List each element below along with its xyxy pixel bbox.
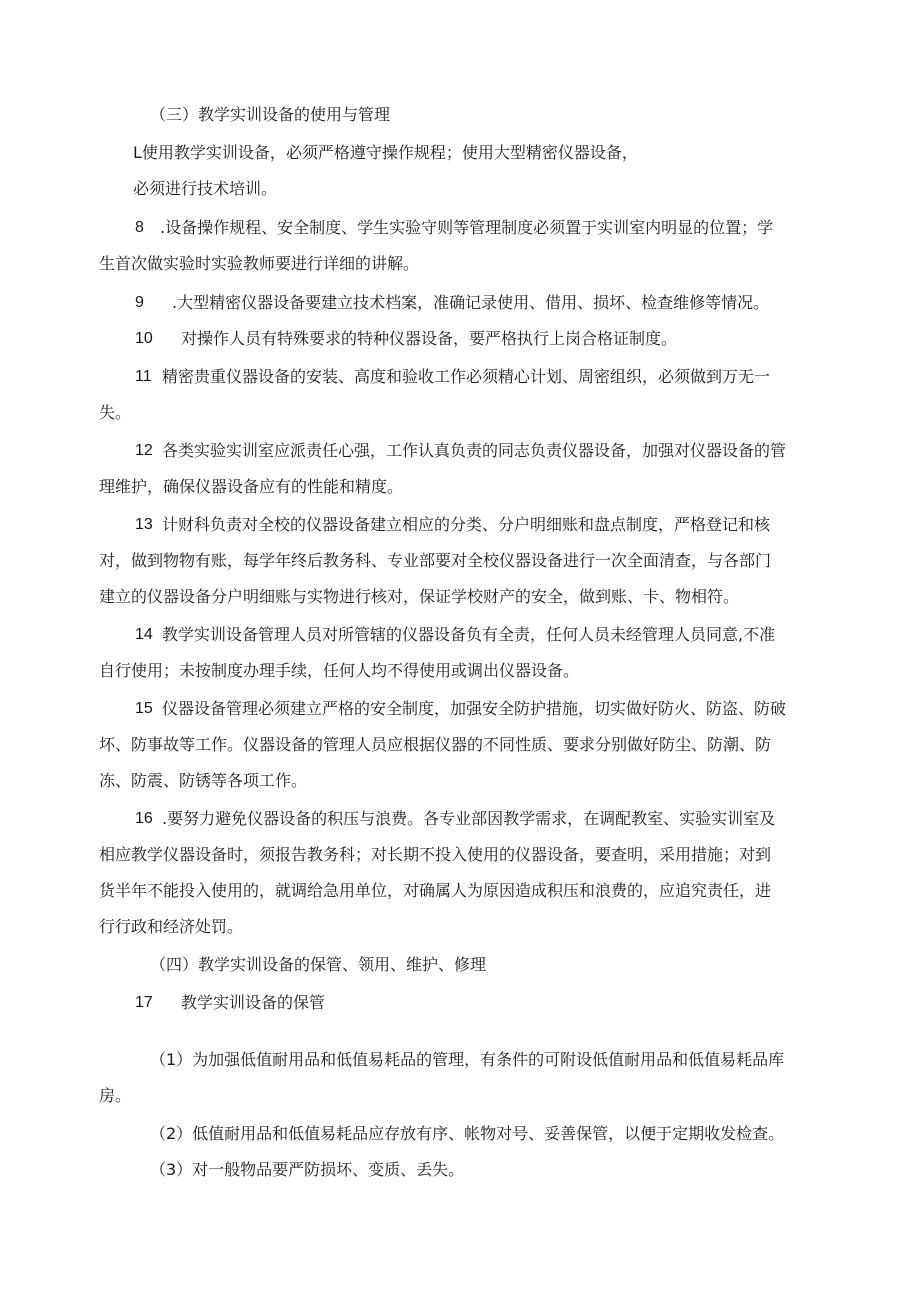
item-14-line-2: 自行使用；未按制度办理手续，任何人均不得使用或调出仪器设备。 xyxy=(99,661,580,680)
item-11-line-2: 失。 xyxy=(99,403,132,422)
sub-item-2-line-1: （2）低值耐用品和低值易耗品应存放有序、帐物对号、妥善保管，以便于定期收发检查。 xyxy=(150,1124,785,1143)
sub-item-1-line-2: 房。 xyxy=(99,1086,132,1105)
section-4-title: （四）教学实训设备的保管、领用、维护、修理 xyxy=(150,955,487,974)
item-13-number: 13 xyxy=(135,516,153,533)
item-8-number: 8 xyxy=(135,219,144,236)
item-13-line-3: 建立的仪器设备分户明细账与实物进行核对，保证学校财产的安全，做到账、卡、物相符。 xyxy=(99,587,740,606)
item-12-number: 12 xyxy=(135,442,153,459)
item-15-number: 15 xyxy=(135,700,153,717)
item-13-line-2: 对，做到物物有账，每学年终后教务科、专业部要对全校仪器设备进行一次全面清查，与各部门 xyxy=(99,551,772,570)
section-3-title: （三）教学实训设备的使用与管理 xyxy=(150,105,391,124)
item-16-line-2: 相应教学仪器设备时，须报告教务科；对长期不投入使用的仪器设备，要查明，采用措施；对到 xyxy=(99,845,772,864)
item-16-number: 16 xyxy=(135,810,153,827)
item-17-line-1: 教学实训设备的保管 xyxy=(181,993,326,1012)
item-9-line-1: .大型精密仪器设备要建立技术档案，准确记录使用、借用、损坏、检查维修等情况。 xyxy=(172,293,770,312)
item-17-number: 17 xyxy=(135,994,153,1011)
item-1-line-1: L使用教学实训设备，必须严格遵守操作规程；使用大型精密仪器设备， xyxy=(133,143,638,162)
item-16-line-3: 货半年不能投入使用的，就调给急用单位，对确属人为原因造成积压和浪费的，应追究责任，进 xyxy=(99,881,772,900)
sub-item-3-line-1: （3）对一般物品要严防损坏、变质、丢失。 xyxy=(150,1160,465,1179)
item-14-line-1: 教学实训设备管理人员对所管辖的仪器设备负有全责，任何人员未经管理人员同意,不准 xyxy=(162,625,776,644)
item-1-line-2: 必须进行技术培训。 xyxy=(133,179,278,198)
item-15-line-3: 冻、防震、防锈等各项工作。 xyxy=(99,771,308,790)
item-15-line-2: 坏、防事故等工作。仪器设备的管理人员应根据仪器的不同性质、要求分别做好防尘、防潮、防 xyxy=(99,735,772,754)
item-12-line-2: 理维护，确保仪器设备应有的性能和精度。 xyxy=(99,477,404,496)
item-12-line-1: 各类实验实训室应派责任心强，工作认真负责的同志负责仪器设备，加强对仪器设备的管 xyxy=(162,441,787,460)
sub-item-1-line-1: （1）为加强低值耐用品和低值易耗品的管理，有条件的可附设低值耐用品和低值易耗品库 xyxy=(150,1050,785,1069)
item-9-number: 9 xyxy=(135,294,144,311)
item-13-line-1: 计财科负责对全校的仪器设备建立相应的分类、分户明细账和盘点制度，严格登记和核 xyxy=(162,515,771,534)
item-15-line-1: 仪器设备管理必须建立严格的安全制度，加强安全防护措施，切实做好防火、防盗、防破 xyxy=(162,699,787,718)
item-10-line-1: 对操作人员有特殊要求的特种仪器设备，要严格执行上岗合格证制度。 xyxy=(181,329,678,348)
item-11-line-1: 精密贵重仪器设备的安装、高度和验收工作必须精心计划、周密组织，必须做到万无一 xyxy=(162,367,771,386)
item-16-line-4: 行行政和经济处罚。 xyxy=(99,917,244,936)
item-16-line-1: .要努力避免仪器设备的积压与浪费。各专业部因教学需求，在调配教室、实验实训室及 xyxy=(162,809,776,828)
item-14-number: 14 xyxy=(135,626,153,643)
item-8-line-2: 生首次做实验时实验教师要进行详细的讲解。 xyxy=(99,254,420,273)
item-10-number: 10 xyxy=(135,330,153,347)
item-8-line-1: .设备操作规程、安全制度、学生实验守则等管理制度必须置于实训室内明显的位置；学 xyxy=(160,218,774,237)
item-11-number: 11 xyxy=(135,368,152,385)
